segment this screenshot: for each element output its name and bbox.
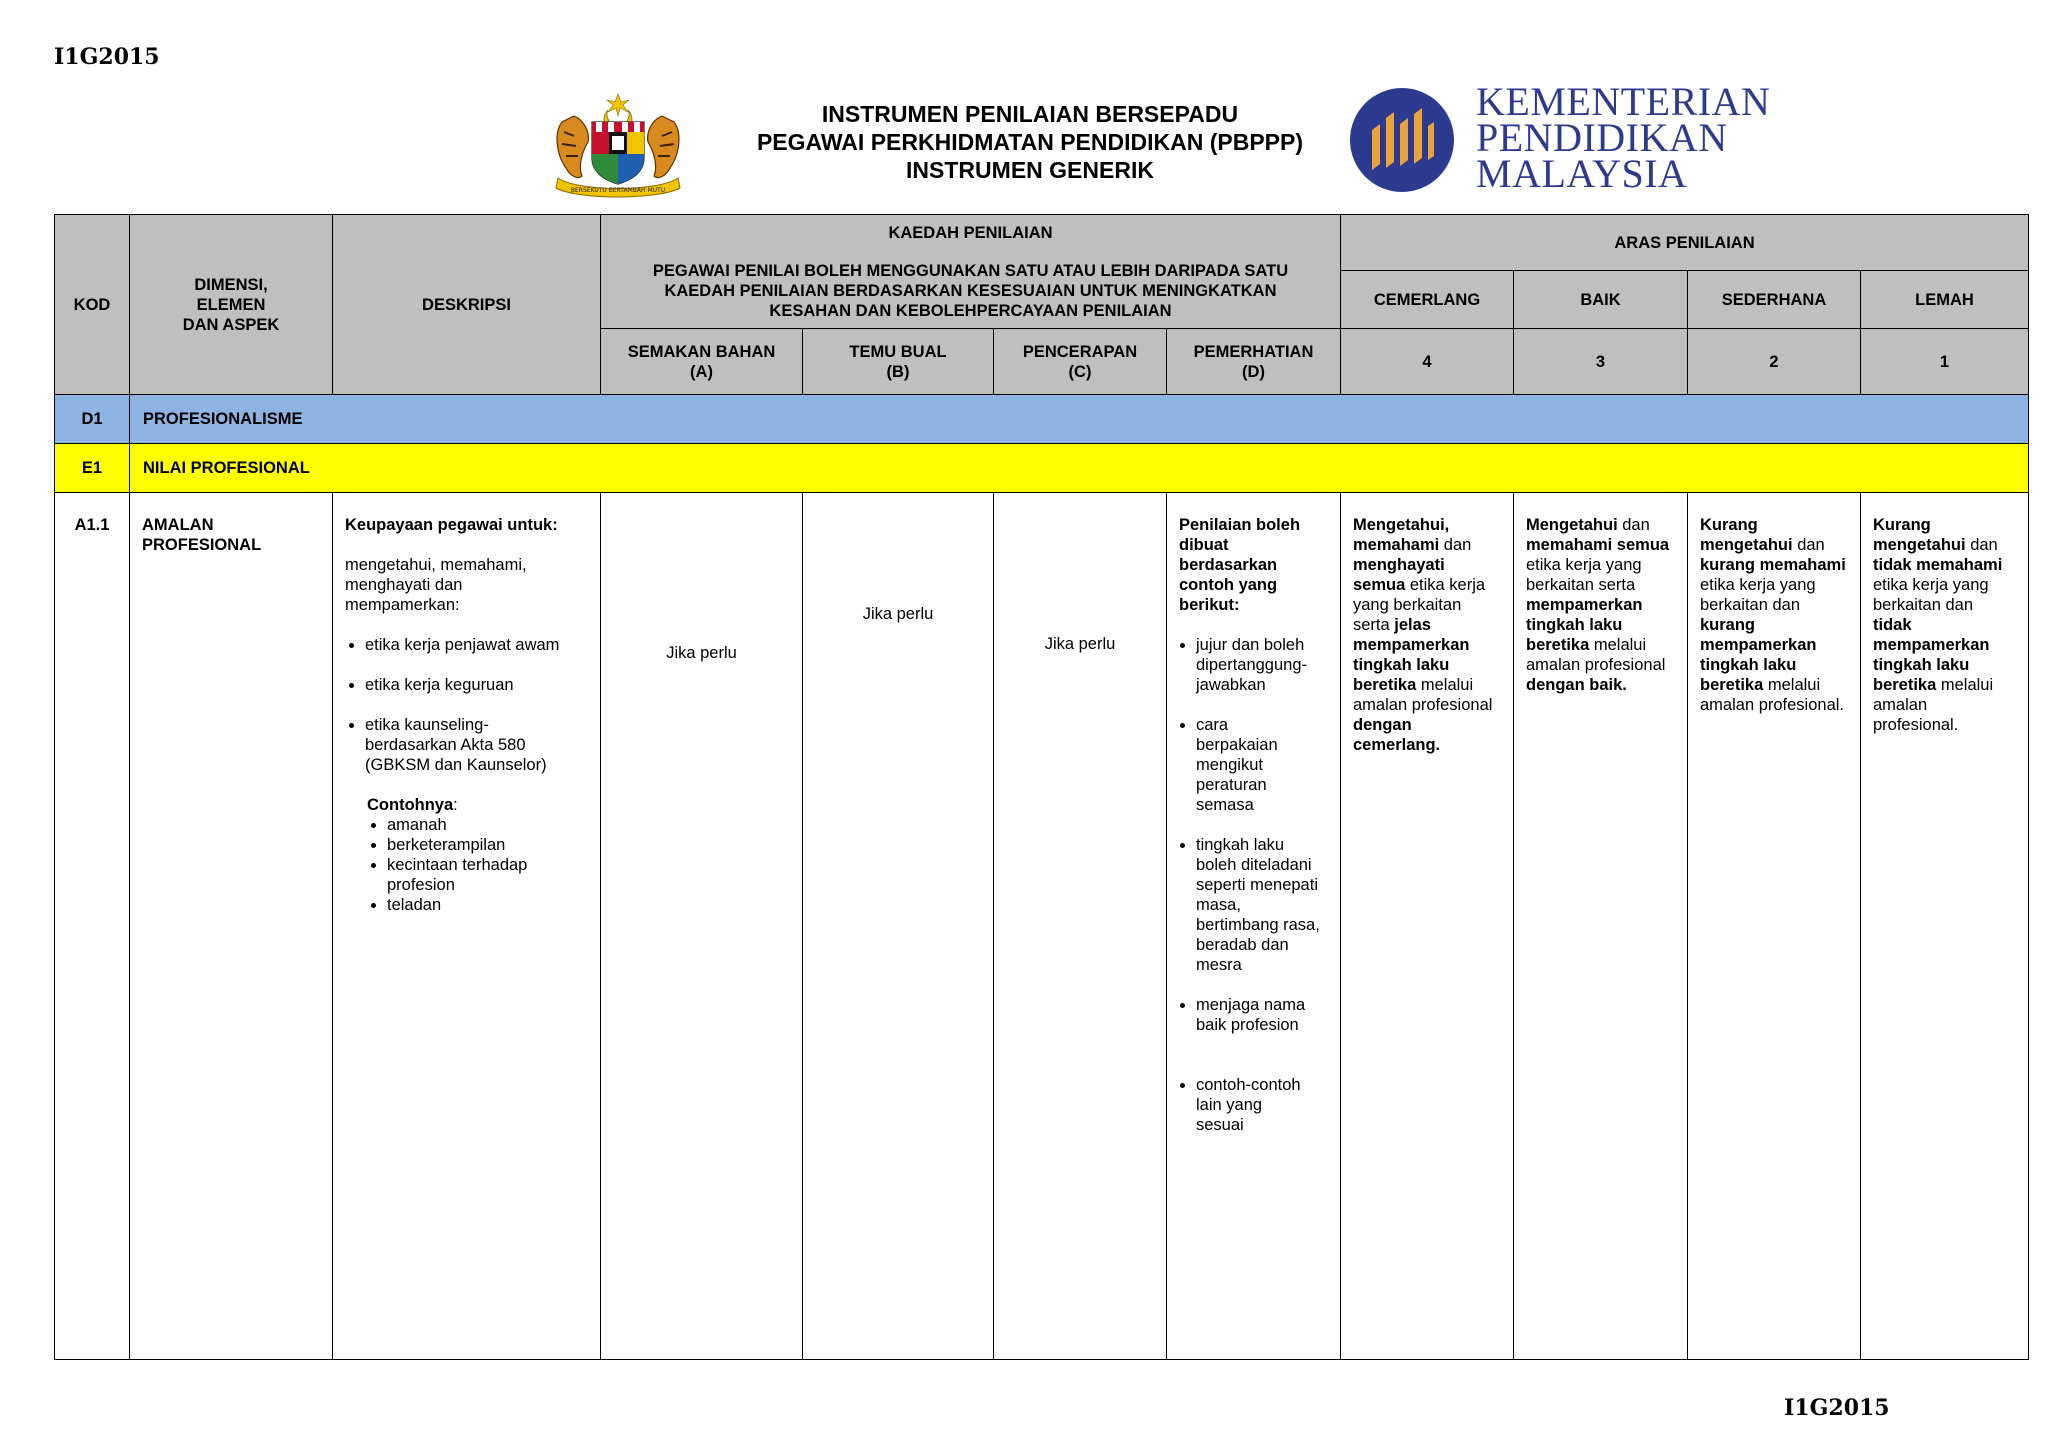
document-title	[720, 100, 1340, 184]
pemerhatian-item: • cara berpakaian mengikut peraturan semasa	[1196, 715, 1328, 815]
header-deskripsi: DESKRIPSI	[333, 215, 601, 395]
score-4: 4	[1341, 329, 1514, 395]
malaysia-coat-of-arms-logo	[548, 92, 688, 198]
e1-kod: E1	[55, 444, 130, 493]
contoh-item: • teladan	[387, 895, 588, 915]
assessment-table	[54, 214, 2029, 1360]
pemerhatian-item: • tingkah laku boleh diteladani seperti menepati masa, bertimbang rasa, beradab dan mesra	[1196, 835, 1328, 975]
e1-label: NILAI PROFESIONAL	[130, 444, 2029, 493]
a11-kod: A1.1	[55, 493, 130, 1360]
header-semakan-bahan: SEMAKAN BAHAN (A)	[601, 329, 803, 395]
a11-baik: Mengetahui dan memahami semua etika kerja yang berkaitan serta mempamerkan tingkah laku beretika melalui amalan profesional dengan baik.	[1514, 493, 1688, 1360]
a11-semakan: Jika perlu	[601, 493, 803, 1360]
svg-text:BERSEKUTU BERTAMBAH MUTU: BERSEKUTU BERTAMBAH MUTU	[570, 187, 666, 194]
contoh-item: • amanah	[387, 815, 588, 835]
header-pemerhatian: PEMERHATIAN (D)	[1167, 329, 1341, 395]
document-code-bottom: I1G2015	[1784, 1395, 1890, 1421]
kpm-logo	[1346, 79, 1771, 196]
desc-heading: Keupayaan pegawai untuk:	[345, 516, 558, 534]
a11-pemerhatian: Penilaian boleh dibuat berdasarkan contoh yang berikut: • jujur dan boleh dipertanggung-jawabkan • cara berpakaian mengikut peraturan semasa • tingkah laku boleh diteladani seperti menepati masa, bertimbang rasa, beradab dan mesra • menjaga nama baik profesion • contoh-contoh lain yang sesuai	[1167, 493, 1341, 1360]
title-line-2: PEGAWAI PERKHIDMATAN PENDIDIKAN (PBPPP)	[756, 129, 1304, 155]
kpm-wordmark: KEMENTERIAN PENDIDIKAN MALAYSIA	[1476, 79, 1771, 196]
desc-list	[345, 635, 588, 775]
header-temu-bual: TEMU BUAL (B)	[803, 329, 994, 395]
score-2: 2	[1688, 329, 1861, 395]
header-pencerapan: PENCERAPAN (C)	[994, 329, 1167, 395]
row-a11	[55, 493, 2029, 1360]
contoh-label: Contohnya	[367, 796, 454, 814]
document-code-top: I1G2015	[54, 44, 160, 70]
header-aras-penilaian: ARAS PENILAIAN	[1341, 215, 2029, 271]
a11-cemerlang: Mengetahui, memahami dan menghayati semua etika kerja yang berkaitan serta jelas mempamerkan tingkah laku beretika melalui amalan profesional dengan cemerlang.	[1341, 493, 1514, 1360]
header-kaedah-penilaian: KAEDAH PENILAIAN PEGAWAI PENILAI BOLEH MENGGUNAKAN SATU ATAU LEBIH DARIPADA SATU KAEDAH PENILAIAN BERDASARKAN KESESUAIAN UNTUK MENINGKATKAN KESAHAN DAN KEBOLEHPERCAYAAN PENILAIAN	[601, 215, 1341, 329]
contoh-item: • berketerampilan	[387, 835, 588, 855]
kaedah-note: PEGAWAI PENILAI BOLEH MENGGUNAKAN SATU ATAU LEBIH DARIPADA SATU KAEDAH PENILAIAN BERDASARKAN KESESUAIAN UNTUK MENINGKATKAN KESAHAN DAN KEBOLEHPERCAYAAN PENILAIAN	[652, 262, 1289, 320]
header-cemerlang: CEMERLANG	[1341, 271, 1514, 329]
header-sederhana: SEDERHANA	[1688, 271, 1861, 329]
d1-kod: D1	[55, 395, 130, 444]
a11-deskripsi: Keupayaan pegawai untuk: mengetahui, memahami, menghayati dan mempamerkan: • etika kerja penjawat awam • etika kerja keguruan • etika kaunseling-berdasarkan Akta 580 (GBKSM dan Kaunselor) Contohnya: • amanah • berketerampilan • kecintaan terhadap profesion • teladan	[333, 493, 601, 1360]
d1-label: PROFESIONALISME	[130, 395, 2029, 444]
pemerhatian-item: • jujur dan boleh dipertanggung-jawabkan	[1196, 635, 1328, 695]
title-line-1: INSTRUMEN PENILAIAN BERSEPADU	[821, 101, 1239, 127]
a11-aspek: AMALAN PROFESIONAL	[130, 493, 333, 1360]
header-lemah: LEMAH	[1861, 271, 2029, 329]
score-3: 3	[1514, 329, 1688, 395]
contoh-list	[345, 815, 588, 915]
header-dimensi: DIMENSI, ELEMEN DAN ASPEK	[130, 215, 333, 395]
kpm-emblem-icon	[1346, 84, 1458, 194]
contoh-item: • kecintaan terhadap profesion	[387, 855, 588, 895]
desc-item: • etika kaunseling-berdasarkan Akta 580 (GBKSM dan Kaunselor)	[365, 715, 588, 775]
a11-lemah: Kurang mengetahui dan tidak memahami etika kerja yang berkaitan dan tidak mempamerkan tingkah laku beretika melalui amalan profesional.	[1861, 493, 2029, 1360]
desc-item: • etika kerja keguruan	[365, 675, 588, 695]
desc-item: • etika kerja penjawat awam	[365, 635, 588, 655]
pemerhatian-list	[1179, 635, 1328, 1135]
a11-sederhana: Kurang mengetahui dan kurang memahami etika kerja yang berkaitan dan kurang mempamerkan tingkah laku beretika melalui amalan profesional.	[1688, 493, 1861, 1360]
title-line-3: INSTRUMEN GENERIK	[906, 157, 1154, 183]
header-baik: BAIK	[1514, 271, 1688, 329]
header-kod: KOD	[55, 215, 130, 395]
a11-temu-bual: Jika perlu	[803, 493, 994, 1360]
a11-pencerapan: Jika perlu	[994, 493, 1167, 1360]
row-d1	[55, 395, 2029, 444]
score-1: 1	[1861, 329, 2029, 395]
row-e1	[55, 444, 2029, 493]
pemerhatian-item: • menjaga nama baik profesion	[1196, 995, 1328, 1035]
pemerhatian-heading: Penilaian boleh dibuat berdasarkan contoh yang berikut	[1179, 516, 1301, 614]
pemerhatian-item: • contoh-contoh lain yang sesuai	[1196, 1075, 1328, 1135]
